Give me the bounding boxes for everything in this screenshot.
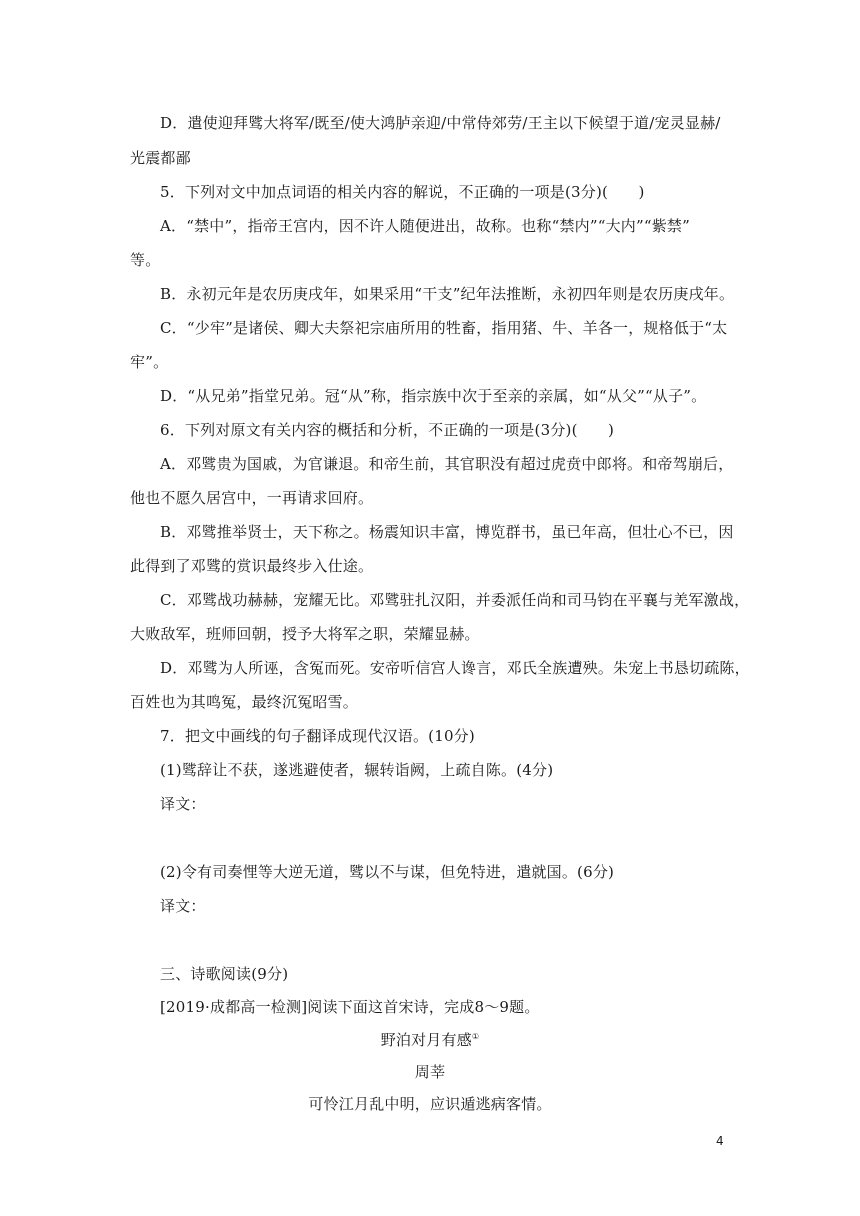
q6-option-a-line-2: 他也不愿久居宫中，一再请求回府。 — [130, 489, 374, 507]
poem-author: 周莘 — [414, 1063, 446, 1081]
q6-option-c-line-2: 大败敌军，班师回朝，授予大将军之职，荣耀显赫。 — [130, 625, 480, 643]
q7-translation-label-1: 译文： — [160, 795, 206, 813]
q5-option-b: B．永初元年是农历庚戌年，如果采用“干支”纪年法推断，永初四年则是农历庚戌年。 — [160, 285, 735, 303]
q6-option-d-line-2: 百姓也为其鸣冤，最终沉冤昭雪。 — [130, 693, 359, 711]
q6-option-b-line-2: 此得到了邓骘的赏识最终步入仕途。 — [130, 557, 374, 575]
q5-option-c-line-1: C．“少牢”是诸侯、卿大夫祭祀宗庙所用的牲畜，指用猪、牛、羊各一，规格低于“太 — [160, 319, 728, 337]
q7-sentence-1: (1)骘辞让不获，遂逃避使者，辗转诣阙，上疏自陈。(4分) — [160, 761, 554, 779]
poem-footnote-mark: ① — [471, 1032, 480, 1041]
q5-option-d: D．“从兄弟”指堂兄弟。冠“从”称，指宗族中次于至亲的亲属，如“从父”“从子”。 — [160, 387, 707, 405]
question-7: 7．把文中画线的句子翻译成现代汉语。(10分) — [160, 727, 475, 745]
section-heading-poetry: 三、诗歌阅读(9分) — [160, 965, 289, 983]
option-d-line-1: D．遣使迎拜骘大将军/既至/使大鸿胪亲迎/中常侍郊劳/王主以下候望于道/宠灵显赫/ — [160, 114, 721, 132]
q6-option-c-line-1: C．邓骘战功赫赫，宠耀无比。邓骘驻扎汉阳，并委派任尚和司马钧在平襄与羌军激战， — [160, 591, 750, 609]
q5-option-a-line-1: A．“禁中”，指帝王宫内，因不许人随便进出，故称。也称“禁内”“大内”“紫禁” — [160, 217, 690, 235]
q5-option-a-line-2: 等。 — [130, 251, 161, 269]
option-d-line-2: 光震都鄙 — [130, 149, 191, 167]
poem-title-line — [130, 1030, 730, 1050]
poem-verse-1: 可怜江月乱中明，应识遁逃病客情。 — [308, 1095, 552, 1113]
question-5: 5．下列对文中加点词语的相关内容的解说，不正确的一项是(3分)( ) — [160, 183, 645, 201]
q6-option-b-line-1: B．邓骘推举贤士，天下称之。杨震知识丰富，博览群书，虽已年高，但壮心不已，因 — [160, 523, 734, 541]
poetry-instruction: [2019·成都高一检测]阅读下面这首宋诗，完成8～9题。 — [160, 998, 540, 1016]
q5-option-c-line-2: 牢”。 — [130, 353, 169, 371]
q7-sentence-2: (2)令有司奏悝等大逆无道，骘以不与谋，但免特进，遣就国。(6分) — [160, 863, 615, 881]
poem-title: 野泊对月有感 — [380, 1031, 472, 1049]
question-6: 6．下列对原文有关内容的概括和分析，不正确的一项是(3分)( ) — [160, 421, 615, 439]
q6-option-d-line-1: D．邓骘为人所诬，含冤而死。安帝听信宫人谗言，邓氏全族遭殃。朱宠上书恳切疏陈， — [160, 659, 750, 677]
q7-translation-label-2: 译文： — [160, 897, 206, 915]
page-number: 4 — [716, 1134, 724, 1148]
q6-option-a-line-1: A．邓骘贵为国戚，为官谦退。和帝生前，其官职没有超过虎贲中郎将。和帝驾崩后， — [160, 455, 734, 473]
